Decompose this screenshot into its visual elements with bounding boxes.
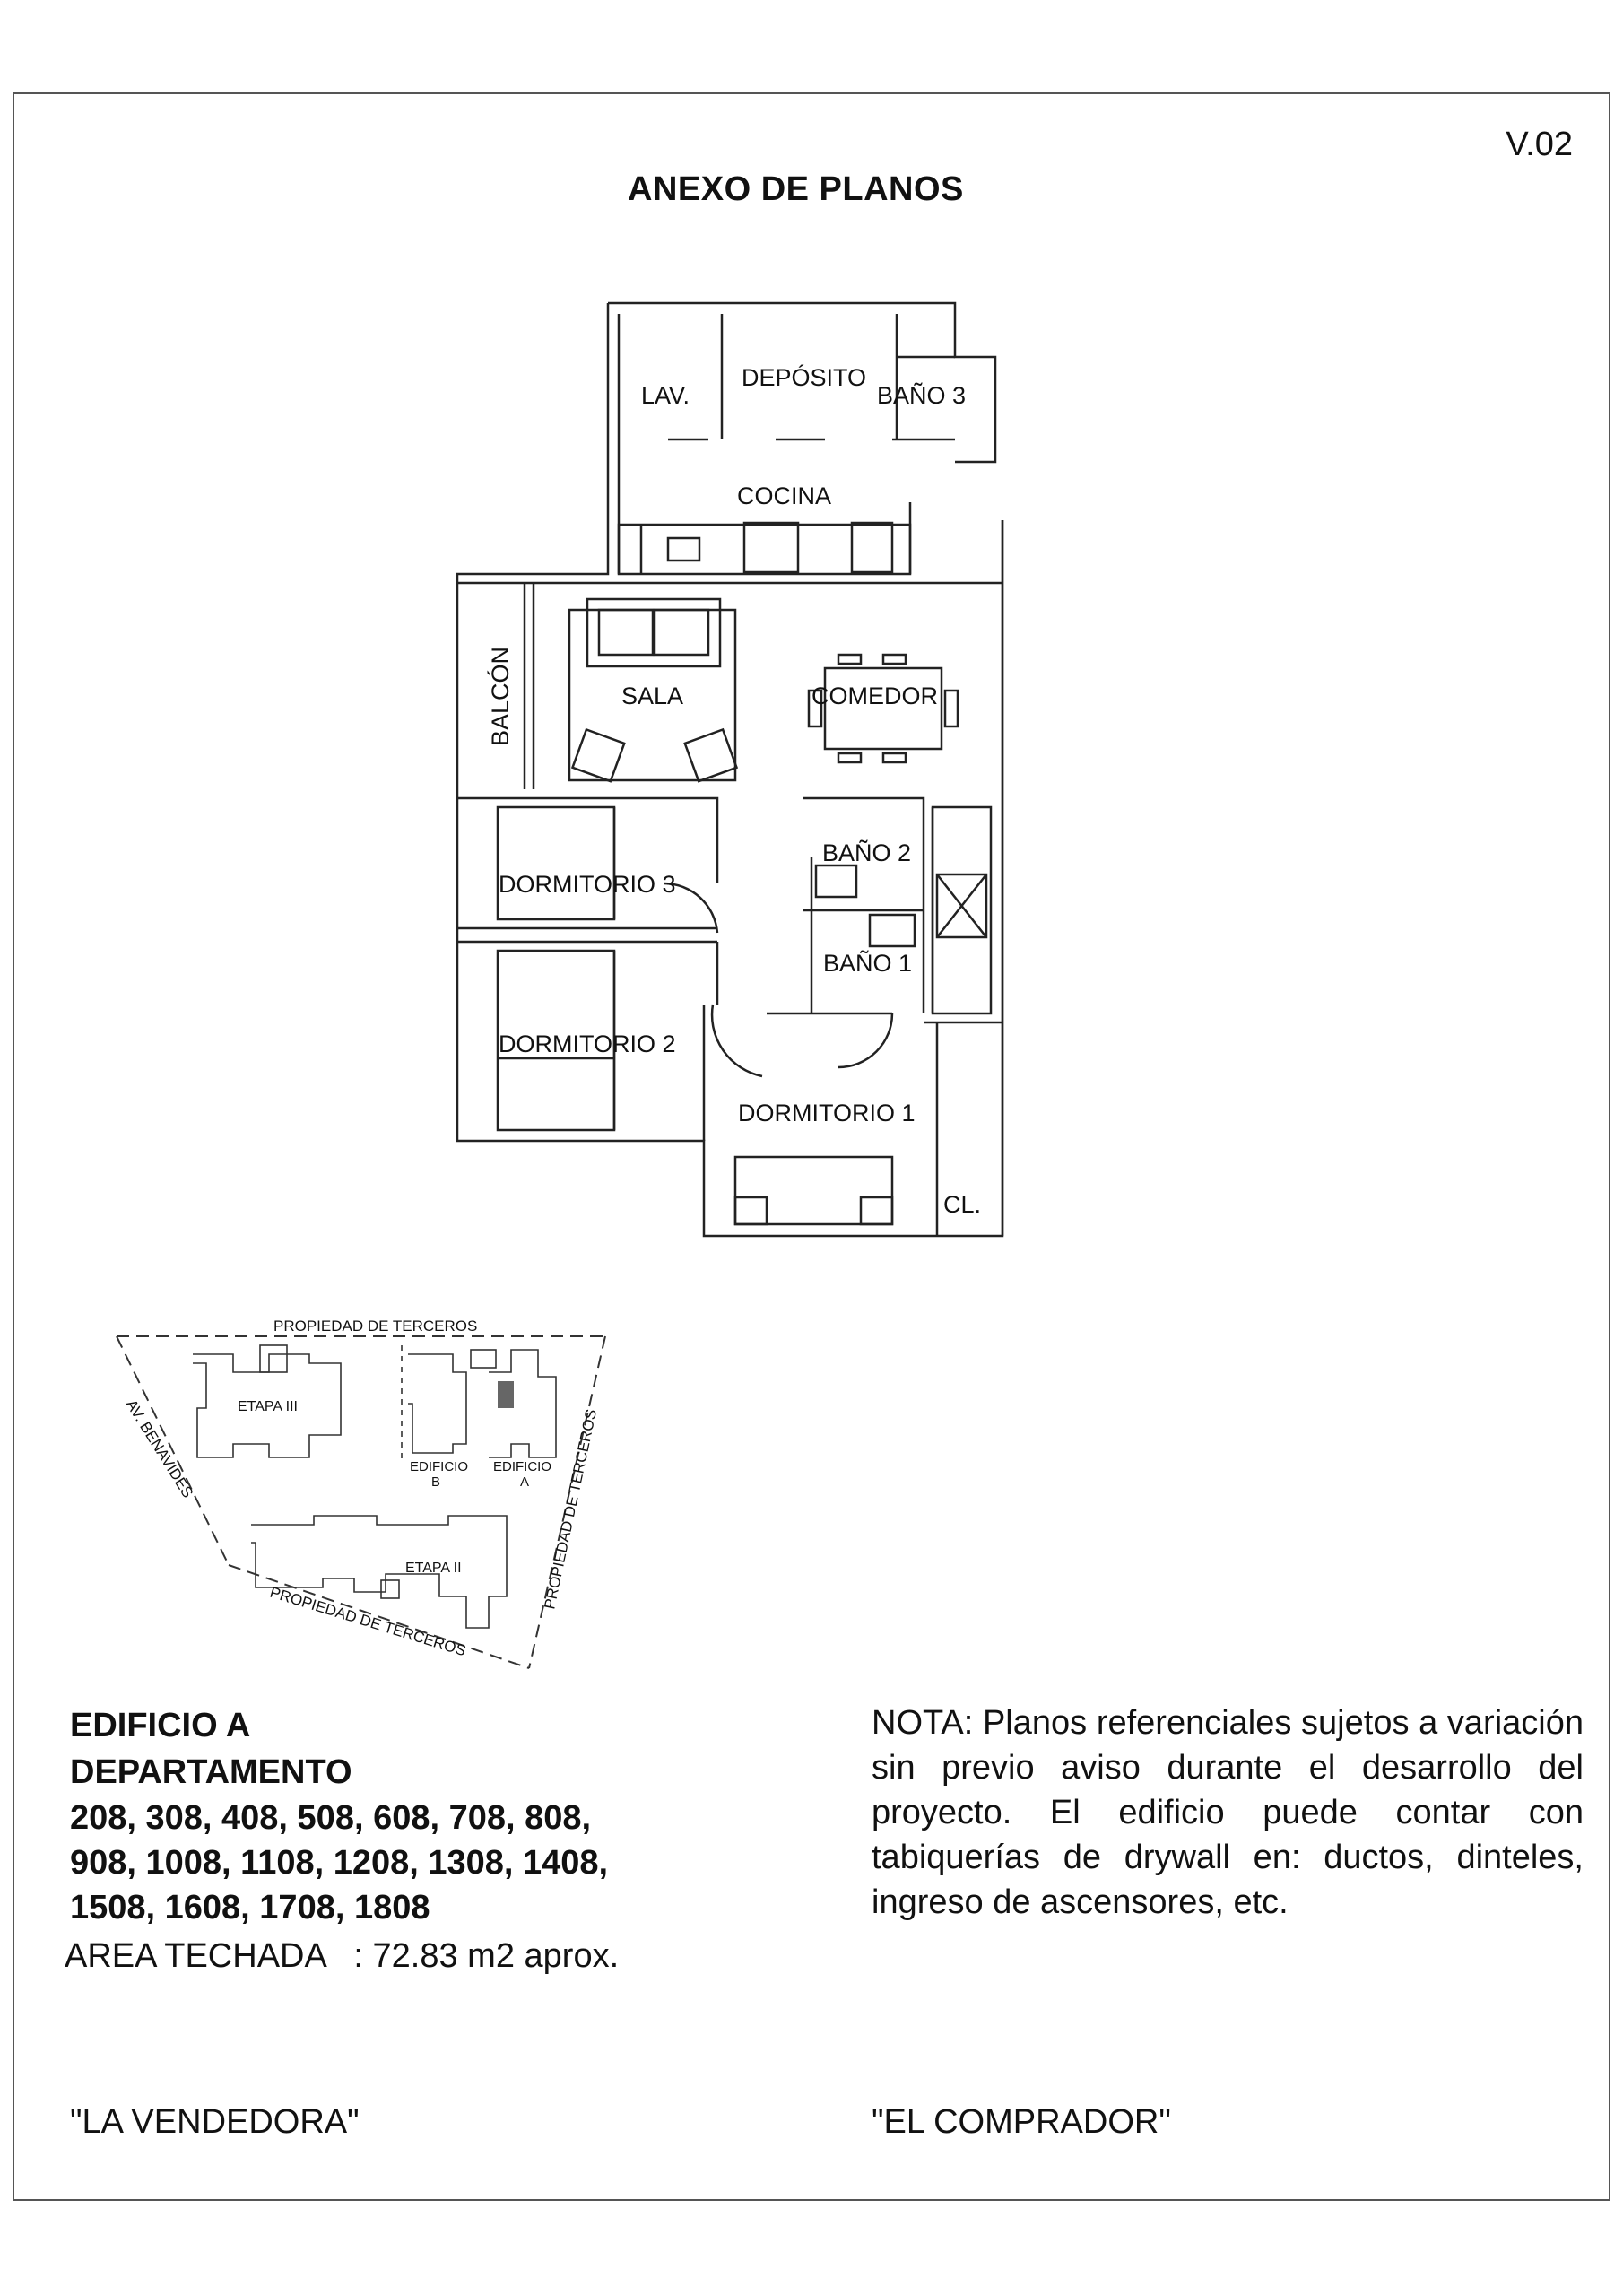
site-edificio-b-letter: B: [431, 1474, 441, 1490]
unit-details: [70, 1702, 716, 1930]
site-edificio-a-letter: A: [520, 1474, 530, 1490]
site-edificio-a-label: EDIFICIO: [493, 1459, 552, 1474]
site-plan: [0, 1292, 646, 1686]
room-label-cocina: COCINA: [737, 483, 832, 509]
units-line-3: 1508, 1608, 1708, 1808: [70, 1889, 430, 1926]
room-label-sala: SALA: [621, 683, 684, 709]
room-label-comedor: COMEDOR: [812, 683, 938, 709]
unit-label: DEPARTAMENTO: [70, 1753, 352, 1791]
units-line-2: 908, 1008, 1108, 1208, 1308, 1408,: [70, 1844, 609, 1882]
room-label-balcon: BALCÓN: [487, 646, 514, 746]
note-text: NOTA: Planos referenciales sujetos a variación sin previo aviso durante el desarrollo del proyecto. El edificio puede contar con tabiquerías de drywall en: ductos, dinteles, ingreso de ascensores, etc.: [872, 1704, 1584, 1921]
room-label-lav: LAV.: [641, 382, 690, 409]
room-label-dormitorio2: DORMITORIO 2: [499, 1031, 676, 1057]
site-top-boundary: PROPIEDAD DE TERCEROS: [273, 1318, 478, 1335]
site-avenue-label: AV. BENAVIDES: [122, 1396, 197, 1501]
version-label: V.02: [1506, 126, 1573, 163]
room-label-closet: CL.: [943, 1191, 982, 1218]
seller-signature-label: "LA VENDEDORA": [70, 2103, 360, 2141]
site-edificio-b-label: EDIFICIO: [410, 1459, 469, 1474]
site-etapa3-label: ETAPA III: [238, 1399, 298, 1414]
page-title: ANEXO DE PLANOS: [628, 170, 964, 208]
room-label-bano3: BAÑO 3: [877, 382, 967, 409]
room-label-bano2: BAÑO 2: [822, 839, 912, 866]
units-line-1: 208, 308, 408, 508, 608, 708, 808,: [70, 1799, 592, 1837]
site-etapa2-label: ETAPA II: [405, 1561, 462, 1576]
room-label-bano1: BAÑO 1: [823, 950, 913, 977]
site-right-boundary: PROPIEDAD DE TERCEROS: [541, 1407, 601, 1611]
room-label-dormitorio1: DORMITORIO 1: [738, 1100, 916, 1126]
room-label-dormitorio3: DORMITORIO 3: [499, 871, 676, 898]
building-name: EDIFICIO A: [70, 1707, 251, 1744]
area-label: AREA TECHADA : 72.83 m2 aprox.: [65, 1937, 620, 1975]
buyer-signature-label: "EL COMPRADOR": [872, 2103, 1171, 2141]
site-bottom-boundary: PROPIEDAD DE TERCEROS: [267, 1583, 468, 1660]
room-label-deposito: DEPÓSITO: [742, 364, 867, 391]
